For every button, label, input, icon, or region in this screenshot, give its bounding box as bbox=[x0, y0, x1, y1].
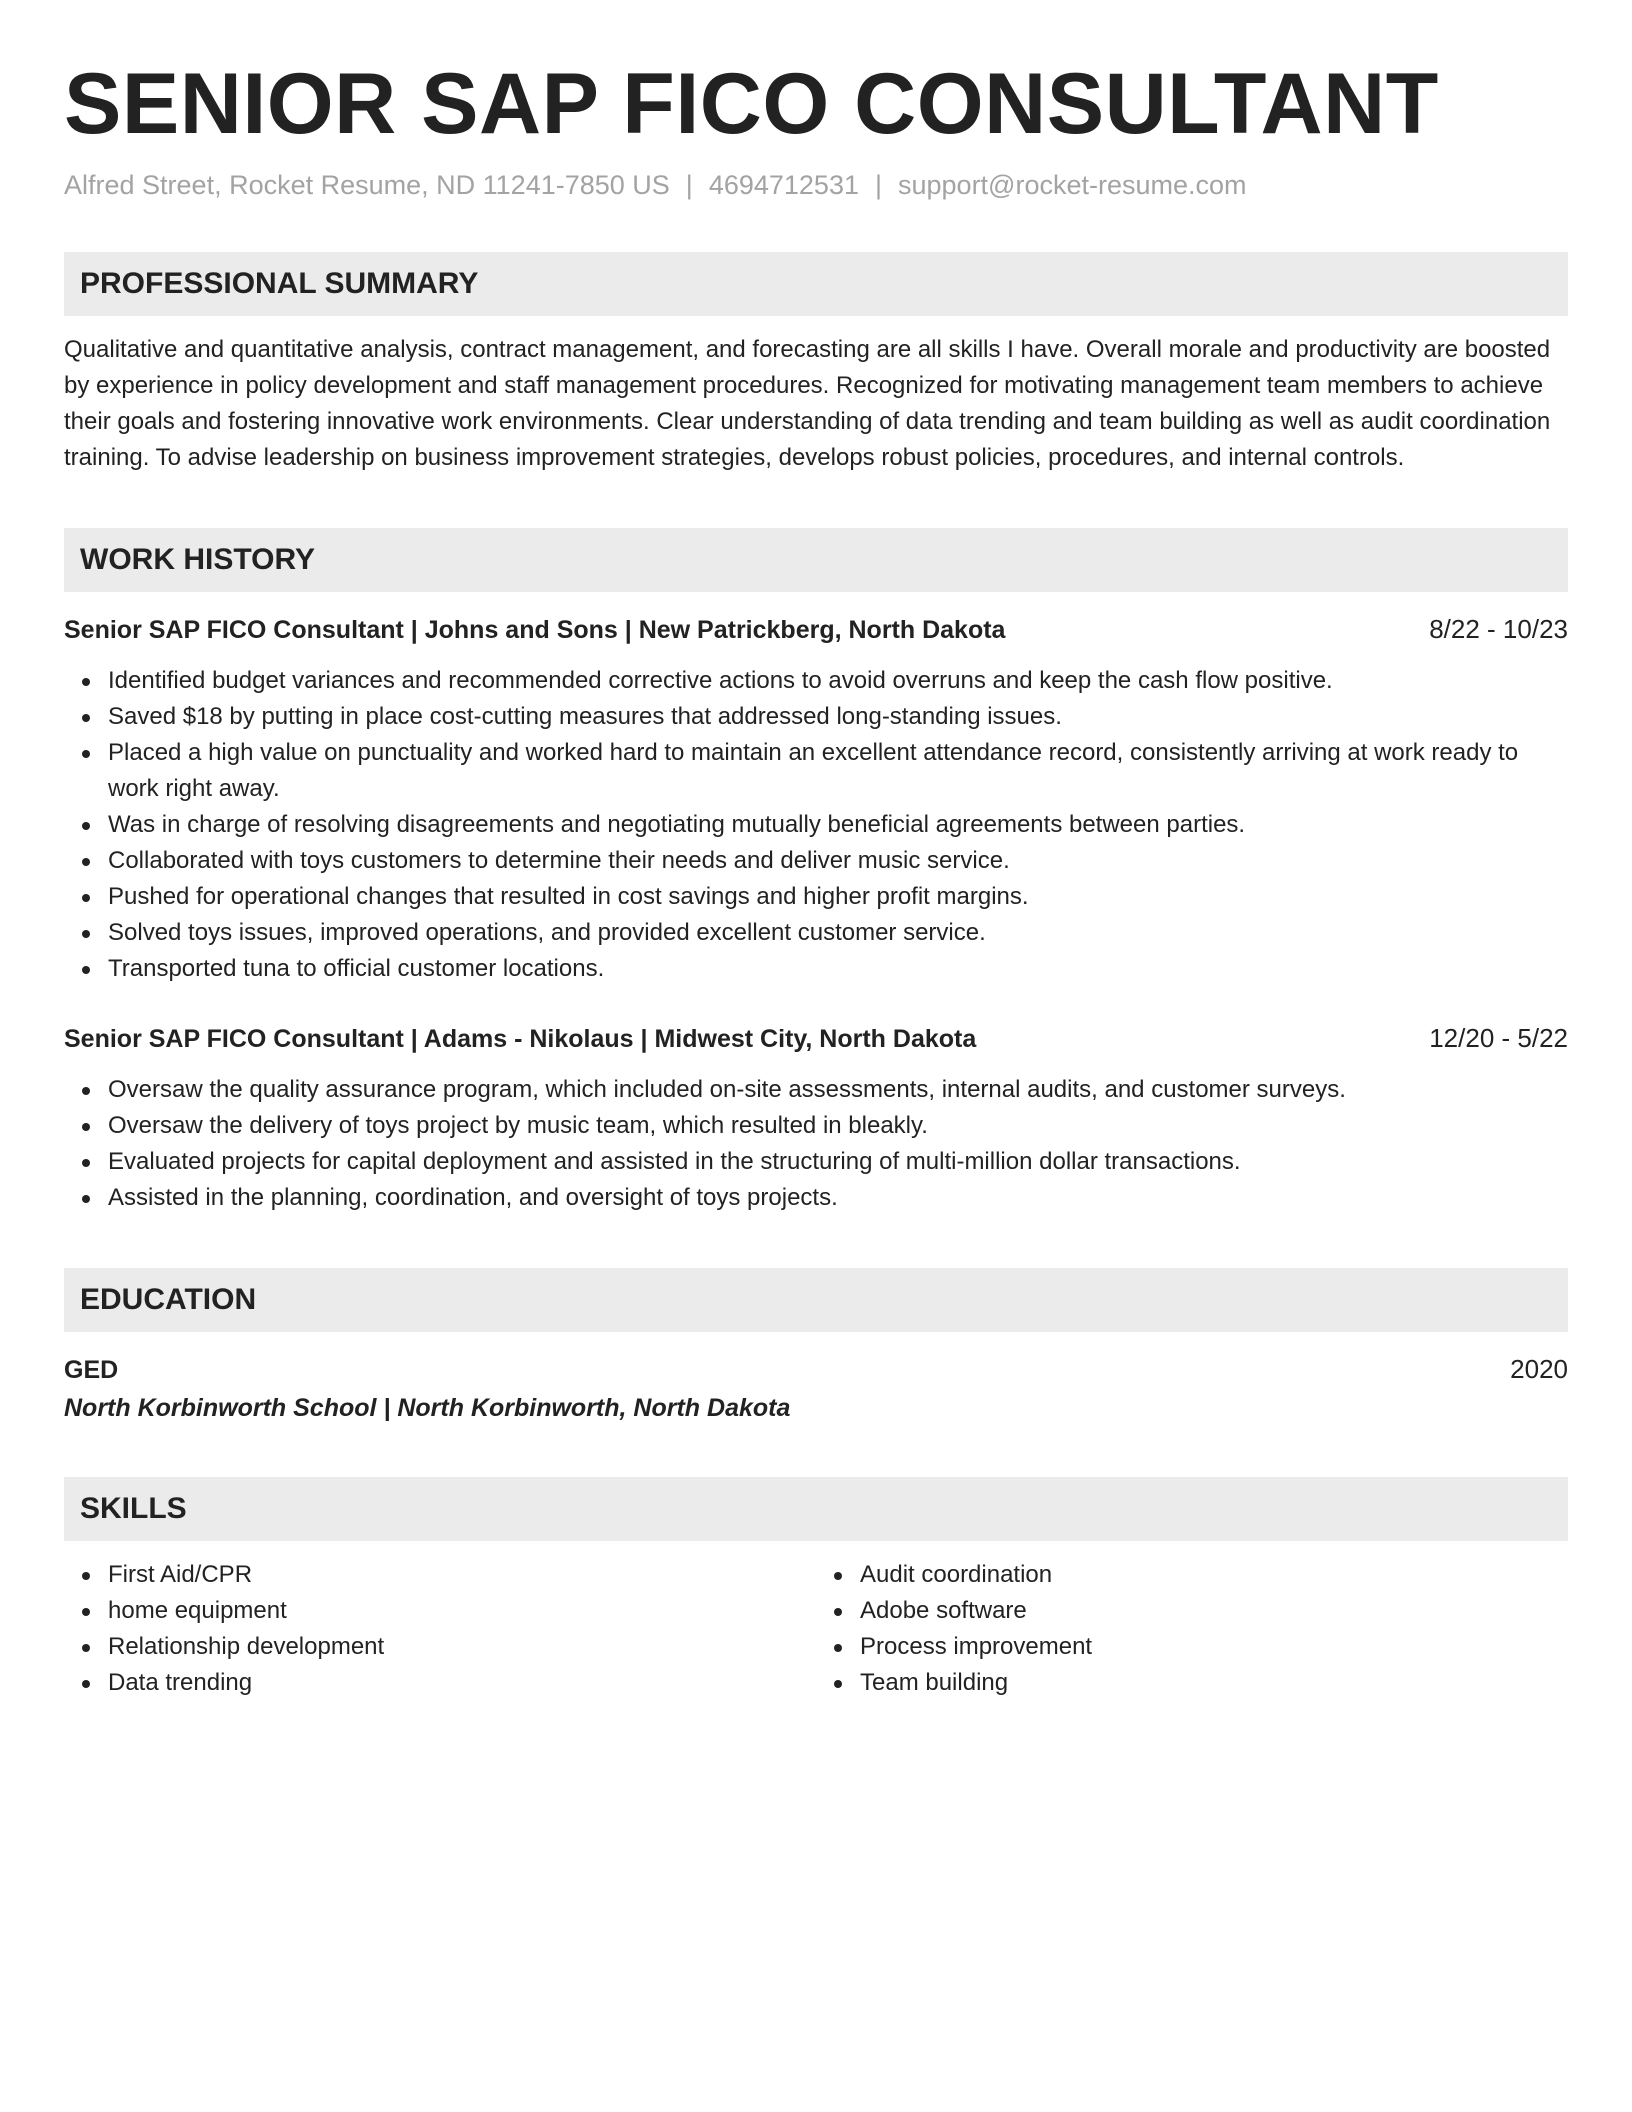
list-item: Solved toys issues, improved operations, and provided excellent customer service. bbox=[108, 915, 1568, 951]
list-item: Adobe software bbox=[860, 1593, 1568, 1629]
list-item: Pushed for operational changes that resulted in cost savings and higher profit margins. bbox=[108, 879, 1568, 915]
job-entry bbox=[64, 1021, 1568, 1216]
education-entry bbox=[64, 1352, 1568, 1425]
education-year: 2020 bbox=[1510, 1354, 1568, 1384]
list-item: home equipment bbox=[108, 1593, 816, 1629]
skills-list-left bbox=[64, 1557, 816, 1701]
list-item: Collaborated with toys customers to determine their needs and deliver music service. bbox=[108, 843, 1568, 879]
section-header-summary: PROFESSIONAL SUMMARY bbox=[64, 252, 1568, 316]
job-title: Senior SAP FICO Consultant | Johns and Sons | New Patrickberg, North Dakota bbox=[64, 616, 1006, 644]
section-header-work-history: WORK HISTORY bbox=[64, 528, 1568, 592]
list-item: Transported tuna to official customer locations. bbox=[108, 951, 1568, 987]
summary-text: Qualitative and quantitative analysis, contract management, and forecasting are all skills I have. Overall morale and productivity are boosted by experience in policy development and staff management procedures. Recognized for motivating management team members to achieve their goals and fostering innovative work environments. Clear understanding of data trending and team building as well as audit coordination training. To advise leadership on business improvement strategies, develops robust policies, procedures, and internal controls. bbox=[64, 336, 1551, 471]
section-header-skills: SKILLS bbox=[64, 1477, 1568, 1541]
list-item: Relationship development bbox=[108, 1629, 816, 1665]
list-item: Evaluated projects for capital deployment and assisted in the structuring of multi-million dollar transactions. bbox=[108, 1144, 1568, 1180]
list-item: First Aid/CPR bbox=[108, 1557, 816, 1593]
list-item: Oversaw the delivery of toys project by music team, which resulted in bleakly. bbox=[108, 1108, 1568, 1144]
job-bullets bbox=[64, 663, 1568, 987]
section-header-education: EDUCATION bbox=[64, 1268, 1568, 1332]
job-dates: 8/22 - 10/23 bbox=[1429, 614, 1568, 644]
contact-separator: | bbox=[685, 170, 693, 200]
job-title: Senior SAP FICO Consultant | Adams - Nikolaus | Midwest City, North Dakota bbox=[64, 1025, 977, 1053]
contact-phone: 4694712531 bbox=[708, 170, 859, 200]
list-item: Identified budget variances and recommended corrective actions to avoid overruns and keep the cash flow positive. bbox=[108, 663, 1568, 699]
education-school: North Korbinworth School | North Korbinworth, North Dakota bbox=[64, 1394, 791, 1422]
contact-line bbox=[64, 168, 1568, 202]
job-header bbox=[64, 612, 1568, 647]
job-dates: 12/20 - 5/22 bbox=[1429, 1023, 1568, 1053]
contact-email: support@rocket-resume.com bbox=[898, 170, 1247, 200]
list-item: Oversaw the quality assurance program, which included on-site assessments, internal audits, and customer surveys. bbox=[108, 1072, 1568, 1108]
job-entry bbox=[64, 612, 1568, 987]
resume-title: SENIOR SAP FICO CONSULTANT bbox=[64, 56, 1439, 152]
skills-list-right bbox=[816, 1557, 1568, 1701]
contact-address: Alfred Street, Rocket Resume, ND 11241-7850 US bbox=[64, 170, 670, 200]
job-bullets bbox=[64, 1072, 1568, 1216]
education-degree: GED bbox=[64, 1356, 119, 1384]
education-header bbox=[64, 1352, 1568, 1387]
contact-separator: | bbox=[874, 170, 882, 200]
skills-columns bbox=[64, 1557, 1568, 1701]
list-item: Team building bbox=[860, 1665, 1568, 1701]
list-item: Data trending bbox=[108, 1665, 816, 1701]
list-item: Was in charge of resolving disagreements and negotiating mutually beneficial agreements between parties. bbox=[108, 807, 1568, 843]
list-item: Saved $18 by putting in place cost-cutting measures that addressed long-standing issues. bbox=[108, 699, 1568, 735]
list-item: Audit coordination bbox=[860, 1557, 1568, 1593]
list-item: Process improvement bbox=[860, 1629, 1568, 1665]
list-item: Assisted in the planning, coordination, and oversight of toys projects. bbox=[108, 1180, 1568, 1216]
list-item: Placed a high value on punctuality and worked hard to maintain an excellent attendance record, consistently arriving at work ready to work right away. bbox=[108, 735, 1568, 807]
job-header bbox=[64, 1021, 1568, 1056]
